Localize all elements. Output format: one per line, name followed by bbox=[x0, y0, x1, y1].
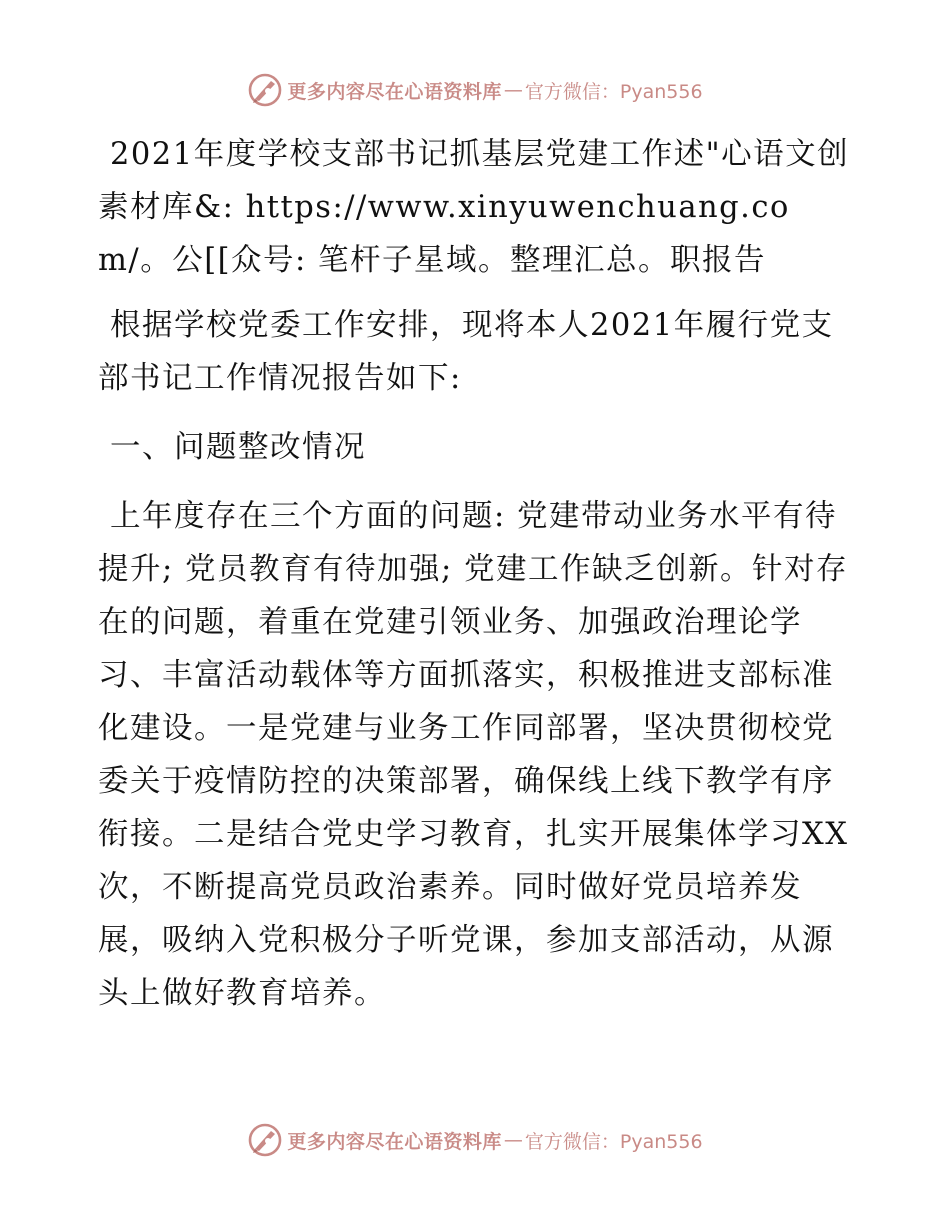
pen-logo-icon bbox=[247, 72, 283, 108]
section-body-paragraph: 上年度存在三个方面的问题: 党建带动业务水平有待提升; 党员教育有待加强; 党建工作缺乏创新。针对存在的问题，着重在党建引领业务、加强政治理论学习、丰富活动载体等方面抓落实，积极推进支部标准化建设。一是党建与业务工作同部署，坚决贯彻校党委关于疫情防控的决策部署，确保线上线下教学有序衔接。二是结合党史学习教育，扎实开展集体学习XX次，不断提高党员政治素养。同时做好党员培养发展，吸纳入党积极分子听党课，参加支部活动，从源头上做好教育培养。 bbox=[98, 499, 849, 1011]
footer-watermark-banner bbox=[0, 1120, 950, 1160]
watermark-main-text: 更多内容尽在心语资料库 bbox=[287, 80, 502, 103]
header-watermark-banner bbox=[0, 70, 950, 110]
intro-paragraph: 根据学校党委工作安排，现将本人2021年履行党支部书记工作情况报告如下: bbox=[98, 308, 834, 396]
document-body bbox=[98, 128, 858, 1020]
watermark-wechat-text: 官方微信：Pyan556 bbox=[524, 1130, 703, 1153]
watermark-wechat-text: 官方微信：Pyan556 bbox=[524, 80, 703, 103]
watermark-separator: — bbox=[503, 1129, 523, 1151]
watermark-separator: — bbox=[503, 79, 523, 101]
watermark-main-text: 更多内容尽在心语资料库 bbox=[287, 1130, 502, 1153]
pen-logo-icon bbox=[247, 1122, 283, 1158]
section-heading: 一、问题整改情况 bbox=[110, 430, 366, 465]
document-title: 2021年度学校支部书记抓基层党建工作述"心语文创素材库&: https://www.xinyuwenchuang.com/。公[[众号: 笔杆子星域。整理汇总。职报告 bbox=[98, 137, 850, 278]
